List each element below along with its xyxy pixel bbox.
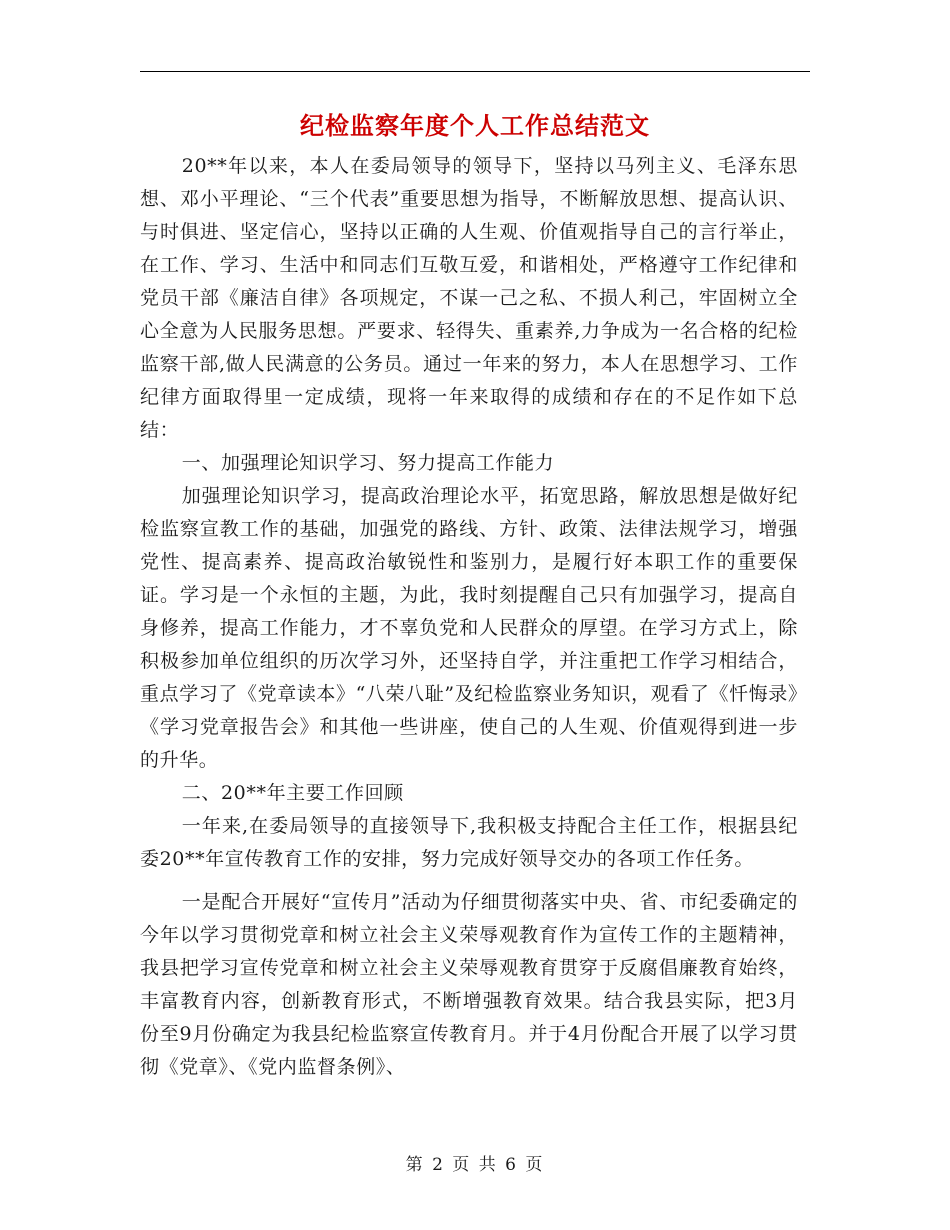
paragraph-intro: 20**年以来，本人在委局领导的领导下，坚持以马列主义、毛泽东思想、邓小平理论、“三个代表”重要思想为指导，不断解放思想、提高认识、与时俱进、坚定信心，坚持以正确的人生观、价值观指导自己的言行举止，在工作、学习、生活中和同志们互敬互爱，和谐相处，严格遵守工作纪律和党员干部《廉洁自律》各项规定，不谋一己之私、不损人利己，牢固树立全心全意为人民服务思想。严要求、轻得失、重素养,力争成为一名合格的纪检监察干部,做人民满意的公务员。通过一年来的努力，本人在思想学习、工作纪律方面取得里一定成绩，现将一年来取得的成绩和存在的不足作如下总结：	[140, 155, 798, 441]
header-rule	[140, 71, 810, 72]
page-number-footer: 第 2 页 共 6 页	[405, 1155, 545, 1175]
document-title: 纪检监察年度个人工作总结范文	[300, 111, 650, 140]
paragraph-section-1: 加强理论知识学习，提高政治理论水平，拓宽思路，解放思想是做好纪检监察宣教工作的基础，加强党的路线、方针、政策、法律法规学习，增强党性、提高素养、提高政治敏锐性和鉴别力，是履行好本职工作的重要保证。学习是一个永恒的主题，为此，我时刻提醒自己只有加强学习，提高自身修养，提高工作能力，才不辜负党和人民群众的厚望。在学习方式上，除积极参加单位组织的历次学习外，还坚持自学，并注重把工作学习相结合，重点学习了《党章读本》“八荣八耻”及纪检监察业务知识，观看了《忏悔录》《学习党章报告会》和其他一些讲座，使自己的人生观、价值观得到进一步的升华。	[140, 485, 798, 771]
section-heading-1: 一、加强理论知识学习、努力提高工作能力	[181, 452, 555, 474]
paragraph-section-2-item-1: 一是配合开展好“宣传月”活动为仔细贯彻落实中央、省、市纪委确定的今年以学习贯彻党章和树立社会主义荣辱观教育作为宣传工作的主题精神，我县把学习宣传党章和树立社会主义荣辱观教育贯穿于反腐倡廉教育始终，丰富教育内容，创新教育形式，不断增强教育效果。结合我县实际，把3月份至9月份确定为我县纪检监察宣传教育月。并于4月份配合开展了以学习贯彻《党章》、《党内监督条例》、	[140, 891, 798, 1078]
document-body	[140, 150, 798, 1084]
section-heading-2: 二、20**年主要工作回顾	[181, 782, 404, 804]
paragraph-section-2-intro: 一年来,在委局领导的直接领导下,我积极支持配合主任工作，根据县纪委20**年宣传教育工作的安排，努力完成好领导交办的各项工作任务。	[140, 815, 798, 870]
